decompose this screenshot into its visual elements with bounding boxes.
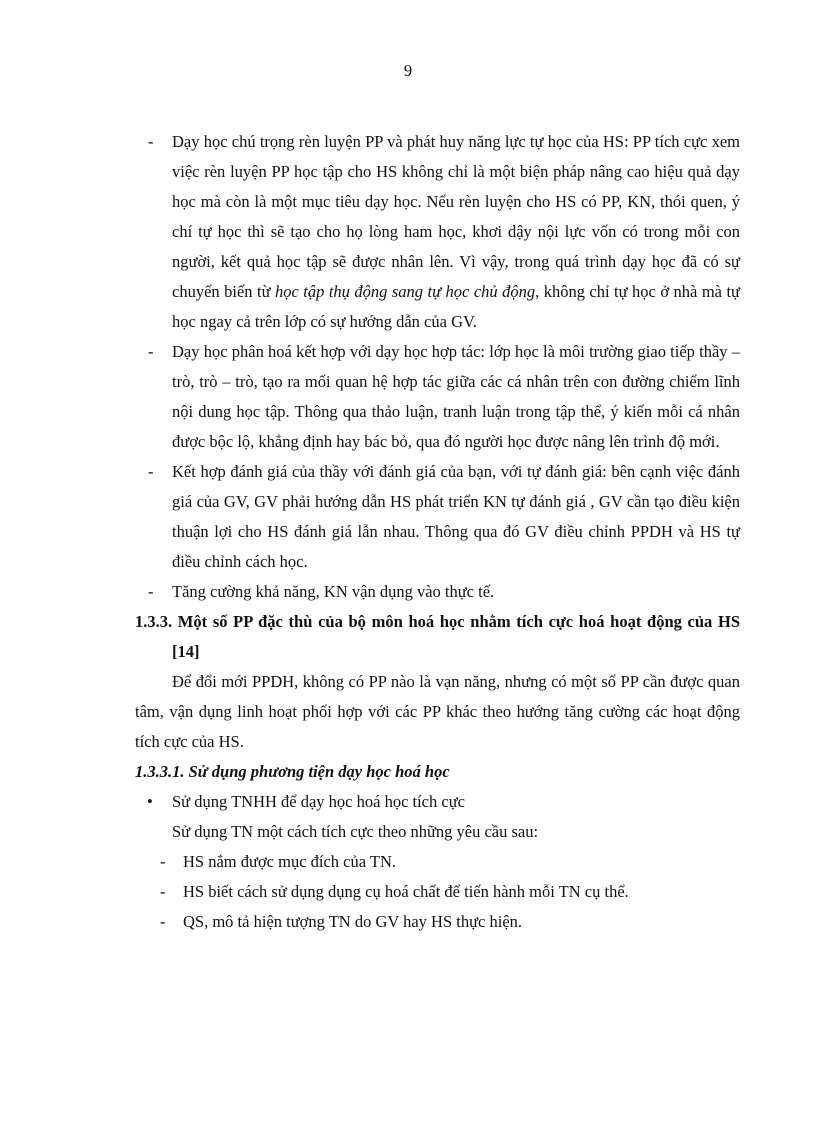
sub-list-item-text: QS, mô tả hiện tượng TN do GV hay HS thực hiện. <box>183 912 523 931</box>
list-item-text: Tăng cường khả năng, KN vận dụng vào thực tế. <box>172 582 495 601</box>
list-item-text-after: , không chỉ tự học ở nhà mà tự học ngay cả trên lớp có sự hướng dẫn của GV. <box>172 282 740 331</box>
bullet-subtext: Sử dụng TN một cách tích cực theo những yêu cầu sau: <box>172 822 539 841</box>
dash-marker: - <box>148 342 154 361</box>
dash-marker: - <box>160 882 166 901</box>
dash-marker: - <box>160 912 166 931</box>
sub-list-item <box>135 907 740 937</box>
dash-marker: - <box>148 132 154 151</box>
bullet-item <box>135 787 740 817</box>
list-item <box>135 337 740 457</box>
dash-marker: - <box>148 462 154 481</box>
page-number: 9 <box>403 61 413 80</box>
dash-marker: - <box>160 852 166 871</box>
list-item <box>135 457 740 577</box>
sub-list-item-text: HS biết cách sử dụng dụng cụ hoá chất để tiến hành mỗi TN cụ thể. <box>183 882 629 901</box>
intro-paragraph: Để đổi mới PPDH, không có PP nào là vạn năng, nhưng có một số PP cần được quan tâm, vận dụng linh hoạt phối hợp với các PP khác theo hướng tăng cường các hoạt động tích cực của HS. <box>135 672 740 751</box>
sub-list-item-text: HS nắm được mục đích của TN. <box>183 852 397 871</box>
sub-list-item <box>135 847 740 877</box>
page-content <box>135 127 740 937</box>
list-item-text: Dạy học phân hoá kết hợp với dạy học hợp tác: lớp học là môi trường giao tiếp thầy – trò, trò – trò, tạo ra mối quan hệ hợp tác giữa các cá nhân trên con đường chiếm lĩnh nội dung học tập. Thông qua thảo luận, tranh luận trong tập thể, ý kiến mỗi cá nhân được bộc lộ, khẳng định hay bác bỏ, qua đó người học được nâng lên trình độ mới. <box>172 342 740 451</box>
list-item <box>135 577 740 607</box>
bullet-marker: • <box>147 792 153 811</box>
list-item-text: Dạy học chú trọng rèn luyện PP và phát huy năng lực tự học của HS: PP tích cực xem việc rèn luyện PP học tập cho HS không chỉ là một biện pháp nâng cao hiệu quả dạy học mà còn là một mục tiêu dạy học. Nếu rèn luyện cho HS có PP, KN, thói quen, ý chí tự học thì sẽ tạo cho họ lòng ham học, khơi dậy nội lực vốn có trong mỗi con người, kết quả học tập sẽ được nhân lên. Vì vậy, trong quá trình dạy học đã có sự chuyển biến từ <box>172 132 740 301</box>
bullet-text: Sử dụng TNHH để dạy học hoá học tích cực <box>172 792 465 811</box>
list-item-italic: học tập thụ động sang tự học chủ động <box>274 282 536 301</box>
list-item <box>135 127 740 337</box>
subsection-heading: 1.3.3.1. Sử dụng phương tiện dạy học hoá học <box>135 762 450 781</box>
sub-list-item <box>135 877 740 907</box>
dash-marker: - <box>148 582 154 601</box>
section-heading: 1.3.3. Một số PP đặc thù của bộ môn hoá học nhằm tích cực hoá hoạt động của HS [14] <box>135 612 740 661</box>
list-item-text: Kết hợp đánh giá của thầy với đánh giá của bạn, với tự đánh giá: bên cạnh việc đánh giá của GV, GV phải hướng dẫn HS phát triển KN tự đánh giá , GV cần tạo điều kiện thuận lợi cho HS đánh giá lẫn nhau. Thông qua đó GV điều chỉnh PPDH và HS tự điều chỉnh cách học. <box>172 462 740 571</box>
